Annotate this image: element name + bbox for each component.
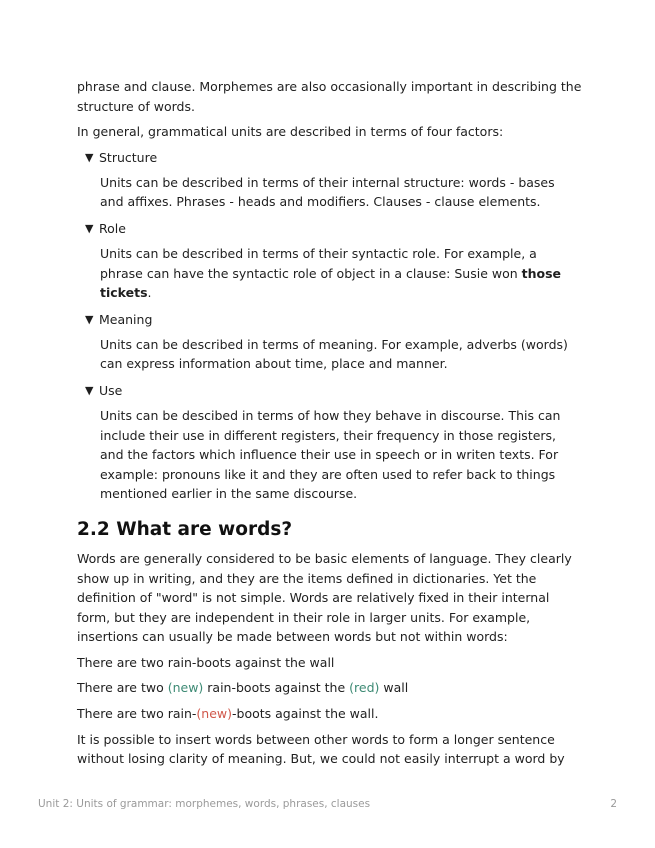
- toggle-use: [85, 381, 582, 504]
- section-heading: 2.2 What are words?: [77, 518, 293, 540]
- toggle-body: [100, 244, 582, 303]
- toggle-title: Role: [99, 221, 126, 237]
- body-text-end: .: [147, 285, 152, 301]
- factors-intro: In general, grammatical units are described in terms of four factors:: [77, 124, 504, 140]
- page-number: 2: [610, 798, 617, 810]
- toggle-meaning: [85, 310, 582, 374]
- text: There are two rain-: [77, 706, 197, 722]
- toggle-body: Units can be described in terms of their internal structure: words - bases and affixes. Phrases - heads and modifiers. Clauses - clause elements.: [100, 174, 555, 210]
- toggle-title: Structure: [99, 149, 158, 165]
- bold-phrase: those tickets: [100, 265, 562, 301]
- example-sentence-2: [77, 678, 582, 698]
- page-footer: [38, 798, 617, 810]
- toggle-body: Units can be descibed in terms of how they behave in discourse. This can include their use in different registers, their frequency in those registers, and the factors which influence their use in speech or in writen texts. For example: pronouns like it and they are often used to refer back to things mentioned earlier in the same discourse.: [100, 407, 561, 502]
- insertion-new: (new): [167, 680, 204, 696]
- text: rain-boots against the: [203, 680, 350, 696]
- document-page: [77, 77, 582, 775]
- text: -boots against the wall.: [232, 706, 379, 722]
- words-paragraph: Words are generally considered to be basic elements of language. They clearly show up in writing, and they are the items defined in dictionaries. Yet the definition of "word" is not simple. Words are relatively fixed in their internal form, but they are independent in their role in larger units. For example, insertions can usually be made between words but not within words:: [77, 550, 572, 645]
- triangle-down-icon[interactable]: ▼: [85, 312, 94, 326]
- insertion-invalid: (new): [196, 706, 233, 722]
- toggle-title: Meaning: [99, 311, 153, 327]
- body-text: Units can be described in terms of their syntactic role. For example, a phrase can have the syntactic role of object in a clause: Susie won: [100, 245, 537, 281]
- toggle-header-role[interactable]: [85, 219, 582, 239]
- toggle-header-structure[interactable]: [85, 148, 582, 168]
- toggle-role: [85, 219, 582, 303]
- triangle-down-icon[interactable]: ▼: [85, 384, 94, 398]
- insertion-red: (red): [349, 680, 380, 696]
- toggle-body: Units can be described in terms of meaning. For example, adverbs (words) can express information about time, place and manner.: [100, 336, 568, 372]
- triangle-down-icon[interactable]: ▼: [85, 150, 94, 164]
- toggle-header-meaning[interactable]: [85, 310, 582, 330]
- toggle-title: Use: [99, 383, 123, 399]
- footer-title: Unit 2: Units of grammar: morphemes, words, phrases, clauses: [38, 798, 371, 810]
- text: wall: [379, 680, 409, 696]
- example-sentence-1: There are two rain-boots against the wall: [77, 654, 335, 670]
- example-sentence-3: [77, 704, 582, 724]
- closing-paragraph: It is possible to insert words between other words to form a longer sentence without losing clarity of meaning. But, we could not easily interrupt a word by: [77, 731, 565, 767]
- toggle-header-use[interactable]: [85, 381, 582, 401]
- text: There are two: [77, 680, 168, 696]
- triangle-down-icon[interactable]: ▼: [85, 222, 94, 236]
- intro-paragraph: phrase and clause. Morphemes are also occasionally important in describing the structure of words.: [77, 79, 582, 114]
- toggle-structure: [85, 148, 582, 212]
